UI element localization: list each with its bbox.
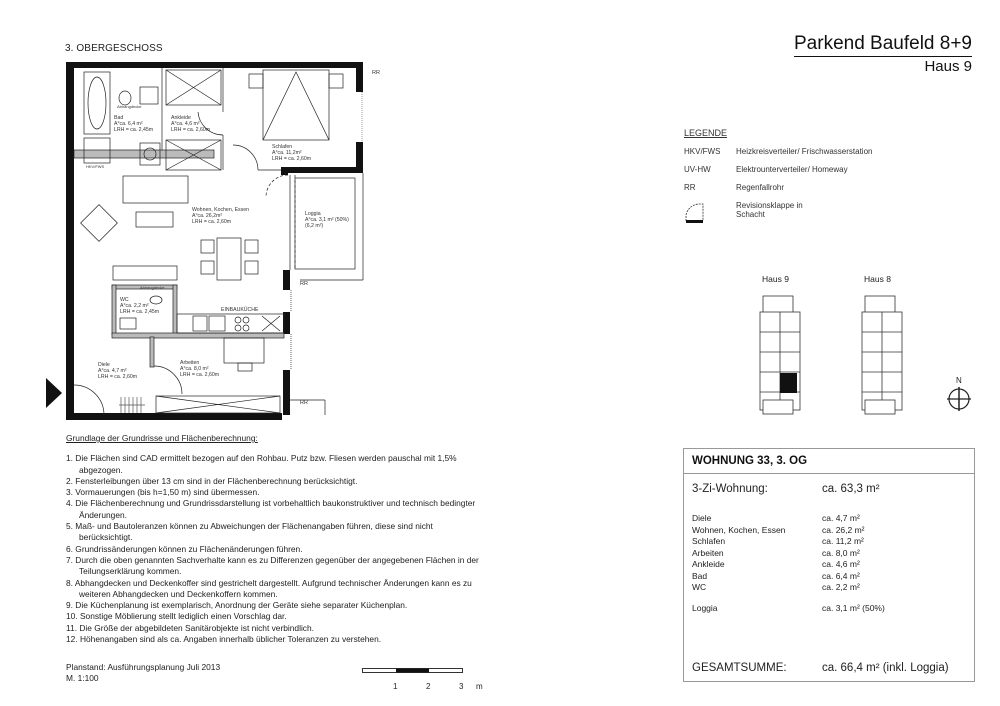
legend-row: UV-HW Elektrounterverteiler/ Homeway — [684, 165, 848, 174]
legend-row: HKV/FWS Heizkreisverteiler/ Frischwasserstation — [684, 147, 873, 156]
floor-plan — [0, 0, 660, 430]
svg-text:LRH = ca. 2,60m: LRH = ca. 2,60m — [180, 372, 220, 378]
svg-text:Wohnen, Kochen, Essen: Wohnen, Kochen, Essen — [192, 207, 250, 213]
svg-text:Arbeiten: Arbeiten — [180, 360, 200, 366]
revision-hatch-icon — [684, 201, 736, 227]
svg-text:Diele: Diele — [98, 362, 110, 368]
svg-text:HKV/FWS: HKV/FWS — [86, 164, 105, 169]
summary-room-row: Schlafen ca. 11,2 m² — [692, 536, 864, 546]
plan-meta — [66, 662, 220, 684]
note-item: 8. Abhangdecken und Deckenkoffer sind gestrichelt dargestellt. Aufgrund technischer Änderungen kann es zu weiteren Abhangdecken und Deckenkoffern kommen. — [66, 577, 472, 599]
note-item: 4. Die Flächenberechnung und Grundrissdarstellung ist vorbehaltlich baukonstruktiver und technisch bedingter Änderungen. — [66, 498, 476, 520]
svg-text:A°ca. 26,2m²: A°ca. 26,2m² — [192, 213, 223, 219]
floor-label: 3. OBERGESCHOSS — [65, 43, 163, 54]
note-item: 7. Durch die oben genannten Sachverhalte kann es zu Differenzen gegenüber der angegebenen Flächen in der Teilungserklärung kommen. — [66, 554, 479, 577]
summary-room-row: Ankleide ca. 4,6 m² — [692, 559, 860, 569]
legend-title: LEGENDE — [684, 128, 728, 138]
svg-text:LRH = ca. 2,60m: LRH = ca. 2,60m — [272, 156, 312, 162]
svg-text:WC: WC — [120, 297, 129, 303]
svg-text:A°ca. 8,0 m²: A°ca. 8,0 m² — [180, 366, 209, 372]
legend-row: Revisionsklappe in Schacht — [684, 201, 872, 227]
svg-text:RR: RR — [300, 281, 308, 287]
svg-text:Ankleide: Ankleide — [171, 115, 191, 121]
svg-text:LRH = ca. 2,60m: LRH = ca. 2,60m — [171, 127, 211, 133]
keyplan-haus8-label: Haus 8 — [864, 274, 891, 284]
notes-title: Grundlage der Grundrisse und Flächenberechnung: — [66, 433, 258, 443]
svg-text:A°ca. 4,6 m²: A°ca. 4,6 m² — [171, 121, 200, 127]
svg-text:Bad: Bad — [114, 115, 124, 121]
svg-text:A°ca. 2,2 m²: A°ca. 2,2 m² — [120, 303, 149, 309]
note-item: 9. Die Küchenplanung ist exemplarisch, Anordnung der Geräte siehe separater Küchenplan. — [66, 600, 408, 611]
note-item: 2. Fensterleibungen über 13 cm sind in der Flächenberechnung berücksichtigt. — [66, 475, 358, 486]
building-label: Haus 9 — [924, 58, 972, 75]
svg-text:RR: RR — [372, 70, 380, 76]
svg-text:LRH = ca. 2,45m: LRH = ca. 2,45m — [114, 127, 154, 133]
apartment-highlight — [780, 373, 797, 393]
area-summary — [683, 448, 975, 682]
keyplan-haus9-label: Haus 9 — [762, 274, 789, 284]
summary-room-row: WC ca. 2,2 m² — [692, 582, 860, 592]
svg-text:A°ca. 4,7 m²: A°ca. 4,7 m² — [98, 368, 127, 374]
summary-room-row: Arbeiten ca. 8,0 m² — [692, 547, 860, 558]
north-label: N — [956, 376, 962, 385]
note-item: 6. Grundrissänderungen können zu Flächenänderungen führen. — [66, 543, 303, 554]
note-item: 3. Vormauerungen (bis h=1,50 m) sind übermessen. — [66, 487, 260, 498]
summary-total-row: GESAMTSUMME: ca. 66,4 m² (inkl. Loggia) — [692, 661, 949, 674]
svg-text:LRH = ca. 2,45m: LRH = ca. 2,45m — [120, 309, 160, 315]
project-title: Parkend Baufeld 8+9 — [794, 33, 972, 57]
svg-text:A°ca. 6,4 m²: A°ca. 6,4 m² — [114, 121, 143, 127]
notes — [66, 433, 486, 645]
note-item: 5. Maß- und Bautoleranzen können zu Abweichungen der Flächenangaben führen, diese sind nicht berücksichtigt. — [66, 521, 433, 543]
svg-text:LRH = ca. 2,60m: LRH = ca. 2,60m — [192, 219, 232, 225]
svg-text:Schlafen: Schlafen — [272, 144, 293, 150]
svg-text:RR: RR — [300, 400, 308, 406]
scale-bar: 1 2 3 m — [362, 661, 464, 692]
summary-loggia-row: Loggia ca. 3,1 m² (50%) — [692, 602, 885, 613]
note-item: 1. Die Flächen sind CAD ermittelt bezogen auf den Rohbau. Putz bzw. Fliesen werden pauschal mit 1,5% abgezogen. — [66, 453, 457, 475]
plan-scale: M. 1:100 — [66, 673, 99, 683]
legend-row: RR Regenfallrohr — [684, 183, 785, 192]
svg-text:Abhangdecke: Abhangdecke — [140, 285, 165, 290]
svg-text:A°ca. 11,2m²: A°ca. 11,2m² — [272, 150, 302, 156]
svg-text:A°ca. 3,1 m² (50%): A°ca. 3,1 m² (50%) — [305, 217, 349, 223]
note-item: 10. Sonstige Möblierung stellt lediglich einen Vorschlag dar. — [66, 611, 287, 622]
north-arrow-icon — [946, 386, 972, 412]
svg-text:LRH = ca. 2,60m: LRH = ca. 2,60m — [98, 374, 138, 380]
summary-room-row: Bad ca. 6,4 m² — [692, 570, 860, 581]
keyplan — [755, 290, 915, 420]
svg-text:Loggia: Loggia — [305, 211, 321, 217]
svg-text:EINBAUKÜCHE: EINBAUKÜCHE — [221, 307, 259, 313]
legend — [684, 128, 872, 227]
summary-type-row: 3-Zi-Wohnung: ca. 63,3 m² — [692, 483, 880, 495]
summary-room-row: Diele ca. 4,7 m² — [692, 513, 860, 523]
svg-text:Abhangdecke: Abhangdecke — [117, 104, 142, 109]
note-item: 12. Höhenangaben sind als ca. Angaben innerhalb üblicher Toleranzen zu verstehen. — [66, 634, 382, 645]
plan-status: Planstand: Ausführungsplanung Juli 2013 — [66, 662, 221, 672]
note-item: 11. Die Größe der abgebildeten Sanitärobjekte ist nicht verbindlich. — [66, 622, 314, 633]
summary-room-row: Wohnen, Kochen, Essen ca. 26,2 m² — [692, 524, 865, 535]
summary-title: WOHNUNG 33, 3. OG — [684, 449, 974, 474]
svg-text:(6,2 m²): (6,2 m²) — [305, 223, 324, 229]
